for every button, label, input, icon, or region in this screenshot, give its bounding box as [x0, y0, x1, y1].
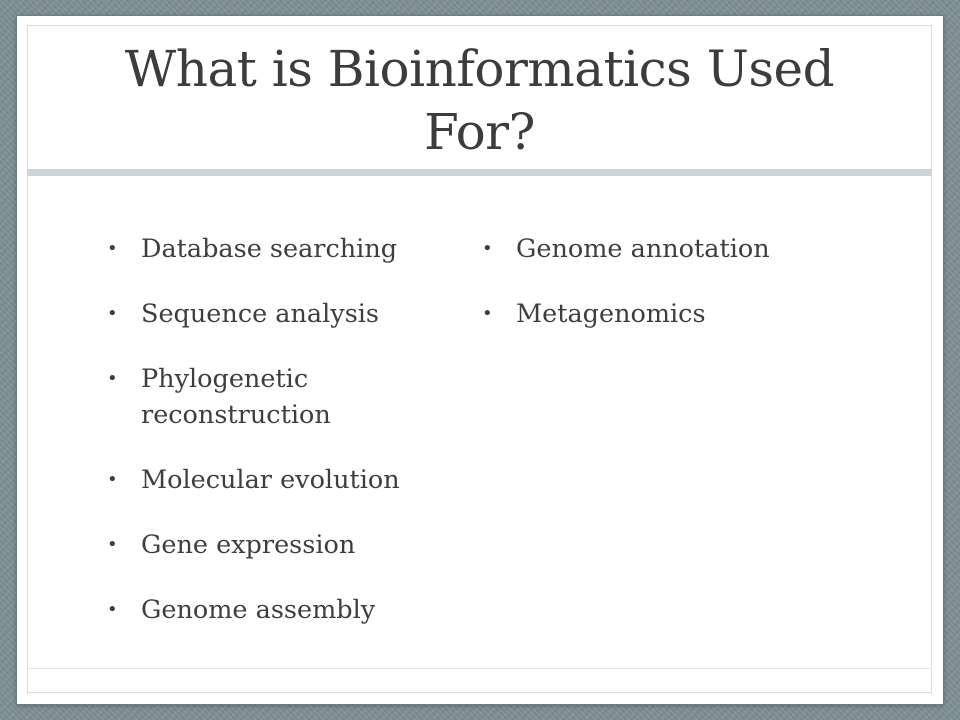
title-area: [27, 25, 932, 177]
bullet-list-right: [478, 231, 878, 361]
bullet-icon: •: [107, 534, 118, 555]
list-item-text: Sequence analysis: [141, 299, 380, 329]
list-item-text: Genome annotation: [516, 234, 770, 264]
bullet-icon: •: [107, 469, 118, 490]
bullet-icon: •: [482, 303, 493, 324]
bullet-icon: •: [107, 599, 118, 620]
bullet-icon: •: [107, 303, 118, 324]
list-item-text: Gene expression: [141, 530, 356, 560]
list-item-text: Database searching: [141, 234, 398, 264]
slide: [17, 16, 943, 704]
bullet-icon: •: [482, 238, 493, 259]
list-item: [478, 296, 878, 332]
list-item-text: Genome assembly: [141, 595, 376, 625]
list-item: [103, 527, 443, 563]
list-item: [478, 231, 878, 267]
list-item: [103, 592, 443, 628]
list-item-text: Phylogenetic reconstruction: [141, 364, 331, 430]
list-item: [103, 231, 443, 267]
list-item: [103, 361, 391, 433]
slide-title: What is Bioinformatics Used For?: [124, 40, 835, 161]
bullet-icon: •: [107, 238, 118, 259]
bullet-icon: •: [107, 368, 118, 389]
bullet-list-left: [103, 231, 443, 657]
title-divider: [27, 169, 932, 176]
list-item-text: Metagenomics: [516, 299, 706, 329]
list-item-text: Molecular evolution: [141, 465, 400, 495]
footer-divider: [27, 668, 932, 669]
list-item: [103, 462, 443, 498]
list-item: [103, 296, 443, 332]
